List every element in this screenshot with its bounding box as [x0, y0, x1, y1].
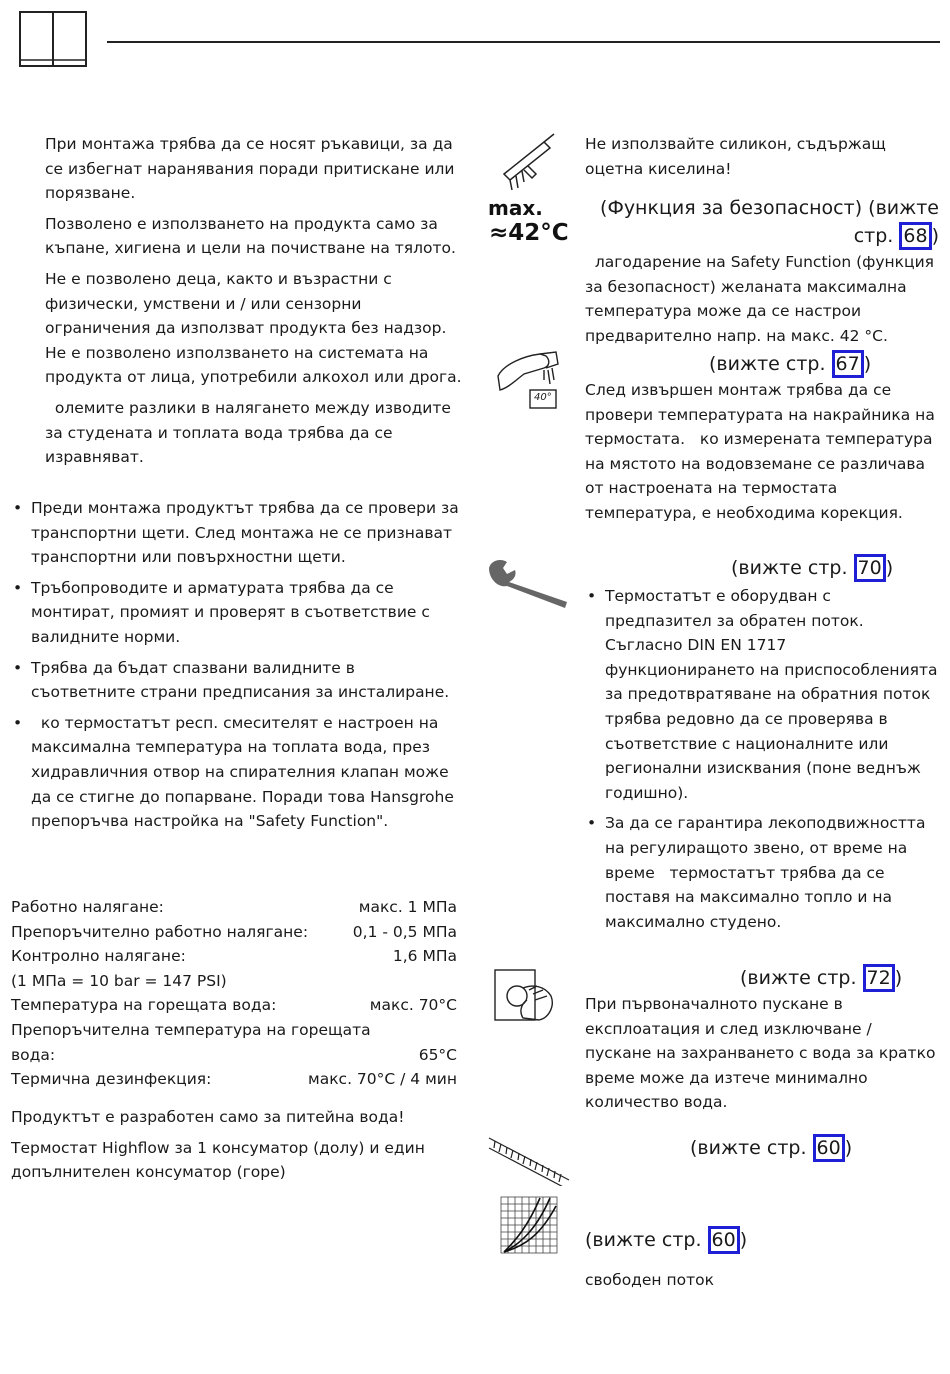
page-link-68[interactable]: 68 [899, 222, 931, 250]
list-item: • ко термостатът респ. смесителят е настроен на максимална температура на топлата вода, през хидравличния отвор на спирателния клапан може да се стигне до попарване. Поради това Hansgrohe препоръчва настройка на "Safety Function". [11, 711, 463, 834]
flushing-text: При първоначалното пускане в експлоатация и след изключване / пускане на захранването с вода за кратко време може да изтече минимално количество вода. [585, 995, 936, 1112]
book-icon [18, 10, 88, 68]
flow-ref: (вижте стр. 60 ) [585, 1226, 937, 1254]
page-link-60-flow[interactable]: 60 [708, 1226, 740, 1254]
specs-table [11, 895, 457, 1092]
safety-function-section [585, 194, 939, 348]
safety-function-text: лагодарение на Safety Function (функция за безопасност) желаната максимална температура може да се настрои предварително напр. на макс. 42 °C. [585, 253, 939, 345]
spec-value: 1,6 МПа [392, 947, 457, 966]
max-temp-value: ≈42°C [489, 220, 569, 246]
spec-row [11, 895, 457, 920]
temperature-adjust-section [585, 350, 940, 526]
maintenance-section [585, 554, 939, 940]
spec-row [11, 993, 457, 1018]
spec-value: 65°C [418, 1045, 457, 1064]
page-link-67[interactable]: 67 [832, 350, 864, 378]
wrench-icon [487, 558, 571, 608]
shower-thermometer-icon [494, 350, 562, 412]
spec-label: (1 МПа = 10 bar = 147 PSI) [11, 971, 227, 990]
safety-paragraph: Позволено е използването на продукта само за къпане, хигиена и цели на почистване на тялото. [45, 214, 456, 258]
flow-diagram-icon [500, 1196, 558, 1254]
spec-label: Работно налягане: [11, 898, 164, 916]
ruler-icon [487, 1136, 571, 1186]
spec-row [11, 1067, 457, 1092]
flushing-ref: (вижте стр. 72 ) [585, 964, 937, 992]
spec-label: Препоръчително работно налягане: [11, 922, 309, 941]
page-link-70[interactable]: 70 [854, 554, 886, 582]
notes-section [11, 1105, 457, 1191]
spec-label: Контролно налягане: [11, 947, 186, 966]
spec-label: Температура на горещата вода: [11, 996, 277, 1015]
hand-valve-icon [493, 966, 563, 1024]
install-section [11, 496, 463, 840]
safety-paragraph: Не е позволено деца, както и възрастни с физически, умствени и / или сензорни ограничения да използват продукта без надзор. Не е позволено използването на системата на продукта от лица, употребили алкохол или дрога. [45, 269, 462, 387]
spec-label: вода: [11, 1045, 56, 1064]
silicone-gun-icon [498, 130, 562, 192]
list-item: • Трябва да бъдат спазвани валидните в съответните страни предписания за инсталиране. [11, 656, 463, 705]
safety-section [45, 132, 465, 476]
header-rule [107, 41, 940, 43]
safety-paragraph: При монтажа трябва да се носят ръкавици, за да се избегнат наранявания поради притискане или порязване. [45, 135, 455, 203]
safety-paragraph: олемите разлики в налягането между изводите за студената и топлата вода трябва да се изравняват. [45, 398, 456, 467]
spec-value: макс. 70°C / 4 мин [308, 1070, 457, 1089]
adjust-ref: (вижте стр. 67 ) [585, 350, 937, 378]
flushing-section [585, 964, 937, 1115]
spec-row [11, 1018, 457, 1043]
safety-function-ref: (Функция за безопасност) (вижте стр. 68 ) [585, 194, 939, 250]
spec-row [11, 1043, 457, 1068]
maintenance-ref: (вижте стр. 70 ) [585, 554, 939, 582]
flow-section [585, 1226, 937, 1292]
spec-value: макс. 70°C [369, 996, 457, 1015]
list-item: • Преди монтажа продуктът трябва да се провери за транспортни щети. След монтажа не се признават транспортни или повърхностни щети. [11, 496, 463, 570]
adjust-text: След извършен монтаж трябва да се провери температурата на накрайника на термостата. ко измерената температура на мястото на водовземане се различава от настроената на термостата температура, е необходима корекция. [585, 381, 940, 522]
spec-value: макс. 1 МПа [358, 898, 457, 916]
list-item: • За да се гарантира лекоподвижността на регулиращото звено, от време на време термостатът трябва да се поставя на максимално топло и на максимално студено. [585, 811, 939, 934]
page-link-60[interactable]: 60 [813, 1134, 845, 1162]
spec-row [11, 944, 457, 969]
list-item: • Тръбопроводите и арматурата трябва да се монтират, промият и проверят в съответствие с валидните норми. [11, 576, 463, 650]
spec-label: Термична дезинфекция: [11, 1070, 212, 1089]
spec-row [11, 920, 457, 945]
thermometer-display: 40° [534, 392, 552, 403]
spec-value: 0,1 - 0,5 МПа [352, 922, 457, 941]
page-link-72[interactable]: 72 [863, 964, 895, 992]
silicone-warning: Не използвайте силикон, съдържащ оцетна киселина! [585, 135, 886, 178]
thermostat-note: Термостат Highflow за 1 консуматор (долу) и един допълнителен консуматор (горе) [11, 1138, 425, 1182]
spec-label: Препоръчителна температура на горещата [11, 1020, 371, 1039]
list-item: • Термостатът е оборудван с предпазител за обратен поток. Съгласно DIN EN 1717 функционирането на приспособленията за предотвратяване на обратния поток трябва редовно да се проверява в съответствие с националните или регионални изисквания (поне веднъж годишно). [585, 584, 939, 805]
dimensions-ref: (вижте стр. 60 ) [690, 1134, 852, 1162]
flow-caption: свободен поток [585, 1271, 714, 1289]
spec-row [11, 969, 457, 994]
max-label: max. [488, 196, 543, 220]
drinking-water-note: Продуктът е разработен само за питейна вода! [11, 1108, 405, 1126]
